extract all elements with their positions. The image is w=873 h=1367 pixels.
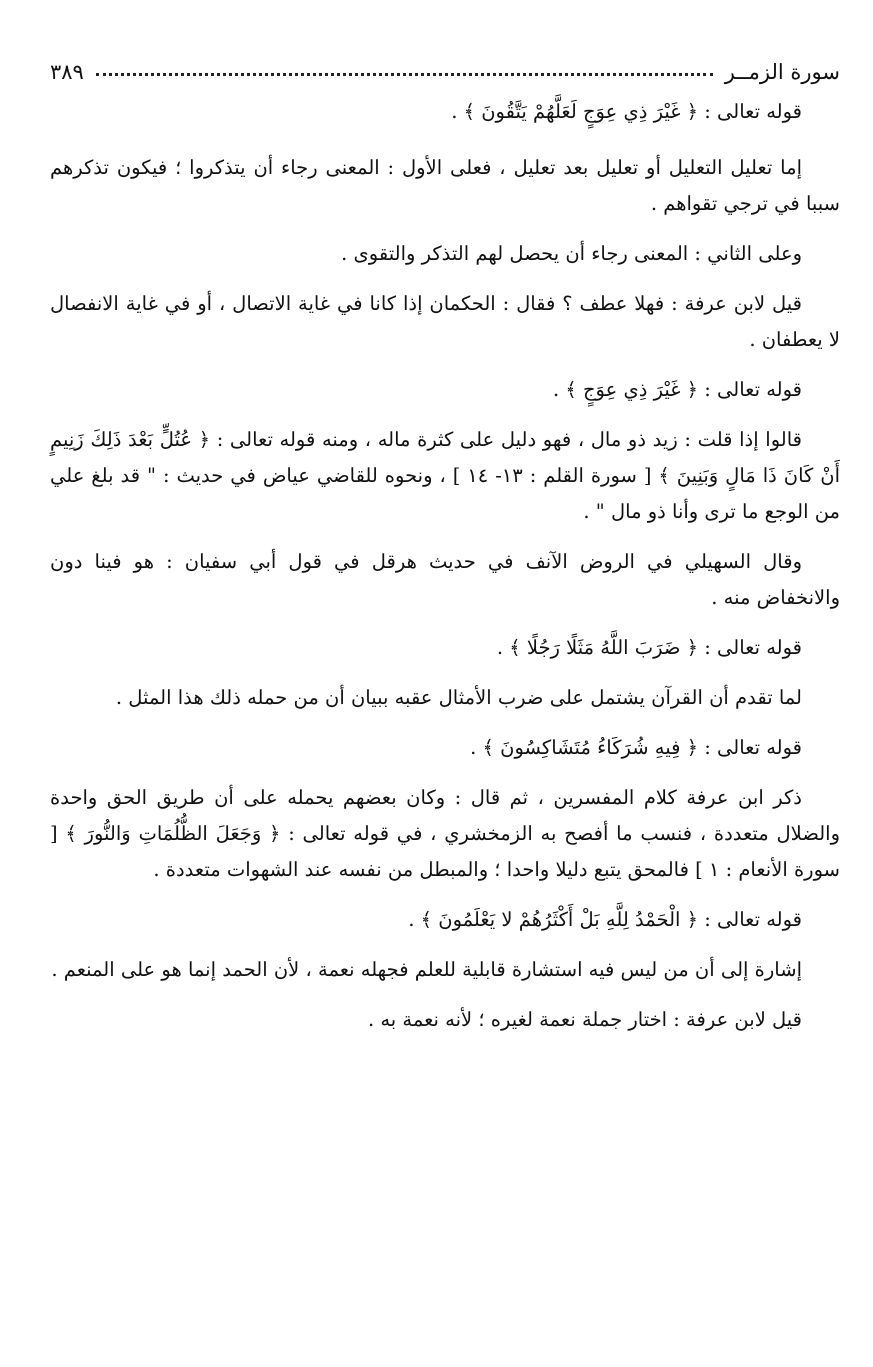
page-header bbox=[50, 48, 840, 84]
paragraph-commentary-5: وقال السهيلي في الروض الآنف في حديث هرقل في قول أبي سفيان : هو فينا دون والانخفاض منه . bbox=[50, 550, 840, 609]
surah-title: سورة الزمــر bbox=[724, 60, 840, 84]
paragraph-commentary-3: قيل لابن عرفة : فهلا عطف ؟ فقال : الحكمان إذا كانا في غاية الاتصال ، أو في غاية الانفصال لا يعطفان . bbox=[50, 292, 840, 351]
page-number: ٣٨٩ bbox=[50, 60, 84, 84]
paragraph-verse-5: قوله تعالى : ﴿ الْحَمْدُ لِلَّهِ بَلْ أَكْثَرُهُمْ لا يَعْلَمُونَ ﴾ . bbox=[408, 908, 802, 931]
paragraph-commentary-6: لما تقدم أن القرآن يشتمل على ضرب الأمثال عقبه ببيان أن من حمله ذلك هذا المثل . bbox=[115, 686, 802, 709]
paragraph-commentary-7: ذكر ابن عرفة كلام المفسرين ، ثم قال : وكان بعضهم يحمله على أن طريق الحق واحدة والضلال متعددة ، فنسب ما أفصح به الزمخشري ، في قوله تعالى : ﴿ وَجَعَلَ الظُّلُمَاتِ وَالنُّورَ ﴾ [ سورة الأنعام : ١ ] فالمحق يتبع دليلا واحدا ؛ والمبطل من نفسه عند الشهوات متعددة . bbox=[50, 786, 840, 881]
document-page bbox=[50, 48, 840, 1348]
paragraph-verse-3: قوله تعالى : ﴿ ضَرَبَ اللَّهُ مَثَلًا رَجُلًا ﴾ . bbox=[496, 636, 802, 659]
paragraph-commentary-1: إما تعليل التعليل أو تعليل بعد تعليل ، فعلى الأول : المعنى رجاء أن يتذكروا ؛ فيكون تذكرهم سببا في ترجي تقواهم . bbox=[50, 156, 840, 215]
paragraph-commentary-8: إشارة إلى أن من ليس فيه استشارة قابلية للعلم فجهله نعمة ، لأن الحمد إنما هو على المنعم . bbox=[51, 958, 802, 981]
paragraph-verse-1: قوله تعالى : ﴿ غَيْرَ ذِي عِوَجٍ لَعَلَّهُمْ يَتَّقُونَ ﴾ . bbox=[451, 100, 802, 123]
header-dotted-leader bbox=[96, 73, 713, 76]
paragraph-commentary-2: وعلى الثاني : المعنى رجاء أن يحصل لهم التذكر والتقوى . bbox=[341, 242, 802, 265]
paragraph-verse-2: قوله تعالى : ﴿ غَيْرَ ذِي عِوَجٍ ﴾ . bbox=[552, 378, 802, 401]
paragraph-commentary-9: قيل لابن عرفة : اختار جملة نعمة لغيره ؛ لأنه نعمة به . bbox=[367, 1008, 802, 1031]
paragraph-verse-4: قوله تعالى : ﴿ فِيهِ شُرَكَاءُ مُتَشَاكِسُونَ ﴾ . bbox=[470, 736, 802, 759]
paragraph-commentary-4: قالوا إذا قلت : زيد ذو مال ، فهو دليل على كثرة ماله ، ومنه قوله تعالى : ﴿ عُتُلٍّ بَعْدَ ذَلِكَ زَنِيمٍ أَنْ كَانَ ذَا مَالٍ وَبَنِينَ ﴾ [ سورة القلم : ١٣- ١٤ ] ، ونحوه للقاضي عياض في حديث : " قد بلغ علي من الوجع ما ترى وأنا ذو مال " . bbox=[50, 428, 840, 523]
